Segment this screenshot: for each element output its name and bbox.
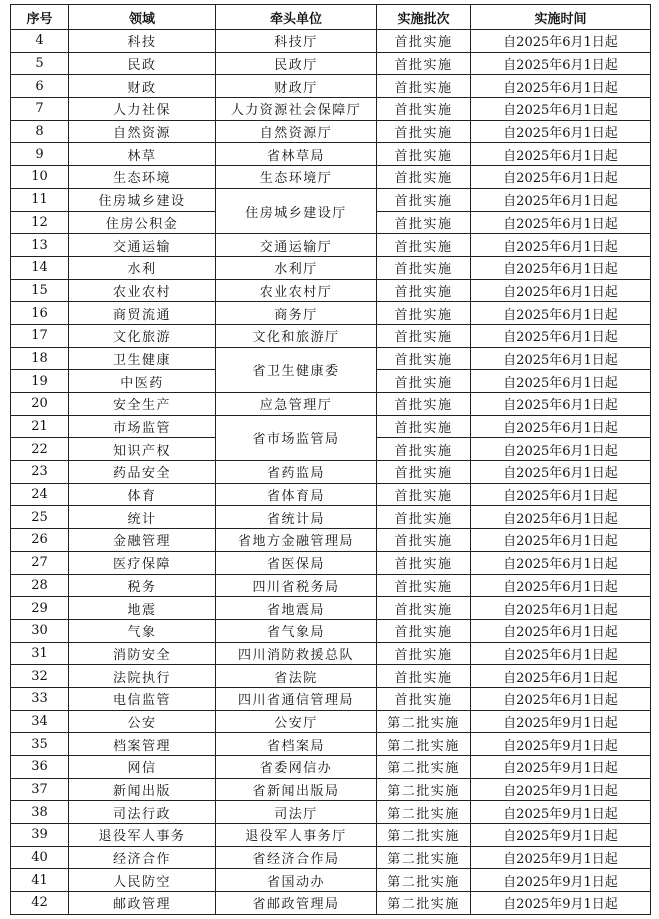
table-row	[11, 324, 651, 347]
row-time: 自2025年6月1日起	[471, 211, 651, 234]
row-time: 自2025年6月1日起	[471, 52, 651, 75]
row-unit: 省医保局	[216, 551, 377, 574]
row-batch: 首批实施	[377, 483, 471, 506]
row-time: 自2025年6月1日起	[471, 166, 651, 189]
row-time: 自2025年6月1日起	[471, 188, 651, 211]
row-field: 知识产权	[69, 438, 216, 461]
row-field: 人力社保	[69, 98, 216, 121]
row-no: 38	[11, 801, 69, 824]
row-field: 新闻出版	[69, 778, 216, 801]
row-time: 自2025年9月1日起	[471, 756, 651, 779]
row-field: 金融管理	[69, 529, 216, 552]
table-row	[11, 461, 651, 484]
row-no: 23	[11, 461, 69, 484]
row-unit: 省林草局	[216, 143, 377, 166]
row-field: 中医药	[69, 370, 216, 393]
row-no: 6	[11, 75, 69, 98]
row-field: 住房城乡建设	[69, 188, 216, 211]
row-batch: 首批实施	[377, 461, 471, 484]
row-batch: 首批实施	[377, 52, 471, 75]
row-batch: 首批实施	[377, 370, 471, 393]
row-batch: 首批实施	[377, 30, 471, 53]
row-field: 科技	[69, 30, 216, 53]
table-row	[11, 166, 651, 189]
row-batch: 首批实施	[377, 256, 471, 279]
table-row	[11, 619, 651, 642]
row-field: 人民防空	[69, 869, 216, 892]
row-field: 民政	[69, 52, 216, 75]
row-no: 32	[11, 665, 69, 688]
row-unit: 农业农村厅	[216, 279, 377, 302]
row-batch: 第二批实施	[377, 892, 471, 915]
row-unit: 省市场监管局	[216, 415, 377, 460]
table-row	[11, 347, 651, 370]
row-unit: 省体育局	[216, 483, 377, 506]
row-time: 自2025年6月1日起	[471, 302, 651, 325]
row-no: 28	[11, 574, 69, 597]
row-time: 自2025年9月1日起	[471, 778, 651, 801]
table-row	[11, 302, 651, 325]
row-field: 商贸流通	[69, 302, 216, 325]
row-unit: 省卫生健康委	[216, 347, 377, 392]
row-time: 自2025年6月1日起	[471, 415, 651, 438]
row-no: 24	[11, 483, 69, 506]
row-field: 经济合作	[69, 846, 216, 869]
row-time: 自2025年9月1日起	[471, 846, 651, 869]
table-row	[11, 642, 651, 665]
row-no: 33	[11, 687, 69, 710]
row-unit: 省档案局	[216, 733, 377, 756]
row-field: 公安	[69, 710, 216, 733]
row-no: 27	[11, 551, 69, 574]
row-field: 电信监管	[69, 687, 216, 710]
row-field: 档案管理	[69, 733, 216, 756]
row-batch: 首批实施	[377, 188, 471, 211]
row-unit: 省法院	[216, 665, 377, 688]
row-field: 林草	[69, 143, 216, 166]
row-no: 40	[11, 846, 69, 869]
row-batch: 第二批实施	[377, 824, 471, 847]
row-no: 21	[11, 415, 69, 438]
row-unit: 省邮政管理局	[216, 892, 377, 915]
row-batch: 首批实施	[377, 574, 471, 597]
row-time: 自2025年6月1日起	[471, 75, 651, 98]
row-time: 自2025年6月1日起	[471, 98, 651, 121]
row-no: 5	[11, 52, 69, 75]
row-unit: 省地方金融管理局	[216, 529, 377, 552]
table-row	[11, 665, 651, 688]
row-time: 自2025年9月1日起	[471, 733, 651, 756]
table-row	[11, 710, 651, 733]
row-field: 生态环境	[69, 166, 216, 189]
row-batch: 第二批实施	[377, 778, 471, 801]
table-row	[11, 733, 651, 756]
row-time: 自2025年9月1日起	[471, 869, 651, 892]
row-unit: 省委网信办	[216, 756, 377, 779]
row-batch: 首批实施	[377, 597, 471, 620]
table-row	[11, 778, 651, 801]
row-time: 自2025年6月1日起	[471, 483, 651, 506]
row-unit: 司法厅	[216, 801, 377, 824]
row-no: 41	[11, 869, 69, 892]
row-unit: 文化和旅游厅	[216, 324, 377, 347]
row-batch: 首批实施	[377, 506, 471, 529]
row-unit: 交通运输厅	[216, 234, 377, 257]
row-batch: 首批实施	[377, 529, 471, 552]
row-time: 自2025年9月1日起	[471, 824, 651, 847]
table-row	[11, 597, 651, 620]
row-no: 19	[11, 370, 69, 393]
row-field: 地震	[69, 597, 216, 620]
row-time: 自2025年6月1日起	[471, 574, 651, 597]
row-time: 自2025年6月1日起	[471, 120, 651, 143]
row-field: 住房公积金	[69, 211, 216, 234]
table-row	[11, 869, 651, 892]
row-unit: 公安厅	[216, 710, 377, 733]
row-unit: 商务厅	[216, 302, 377, 325]
row-time: 自2025年6月1日起	[471, 551, 651, 574]
table-row	[11, 506, 651, 529]
table-row	[11, 892, 651, 915]
row-field: 药品安全	[69, 461, 216, 484]
row-field: 水利	[69, 256, 216, 279]
row-unit: 退役军人事务厅	[216, 824, 377, 847]
table-body	[11, 30, 651, 915]
row-field: 统计	[69, 506, 216, 529]
row-time: 自2025年6月1日起	[471, 506, 651, 529]
row-field: 农业农村	[69, 279, 216, 302]
row-no: 37	[11, 778, 69, 801]
table-row	[11, 756, 651, 779]
row-time: 自2025年9月1日起	[471, 892, 651, 915]
row-time: 自2025年6月1日起	[471, 324, 651, 347]
row-field: 气象	[69, 619, 216, 642]
row-no: 17	[11, 324, 69, 347]
row-batch: 第二批实施	[377, 733, 471, 756]
row-batch: 首批实施	[377, 302, 471, 325]
row-field: 文化旅游	[69, 324, 216, 347]
row-no: 22	[11, 438, 69, 461]
row-unit: 四川省税务局	[216, 574, 377, 597]
row-time: 自2025年6月1日起	[471, 461, 651, 484]
row-no: 13	[11, 234, 69, 257]
row-time: 自2025年6月1日起	[471, 597, 651, 620]
row-field: 网信	[69, 756, 216, 779]
implementation-table	[10, 4, 651, 915]
row-unit: 省地震局	[216, 597, 377, 620]
table-row	[11, 256, 651, 279]
row-no: 16	[11, 302, 69, 325]
row-unit: 科技厅	[216, 30, 377, 53]
table-row	[11, 529, 651, 552]
row-no: 25	[11, 506, 69, 529]
row-time: 自2025年9月1日起	[471, 710, 651, 733]
row-batch: 第二批实施	[377, 710, 471, 733]
row-no: 14	[11, 256, 69, 279]
row-batch: 首批实施	[377, 393, 471, 416]
row-no: 34	[11, 710, 69, 733]
row-time: 自2025年6月1日起	[471, 30, 651, 53]
row-no: 29	[11, 597, 69, 620]
row-time: 自2025年6月1日起	[471, 256, 651, 279]
row-time: 自2025年6月1日起	[471, 665, 651, 688]
row-field: 医疗保障	[69, 551, 216, 574]
row-batch: 首批实施	[377, 642, 471, 665]
row-unit: 省新闻出版局	[216, 778, 377, 801]
row-time: 自2025年6月1日起	[471, 234, 651, 257]
header-unit: 牵头单位	[216, 5, 377, 30]
row-time: 自2025年6月1日起	[471, 370, 651, 393]
row-batch: 第二批实施	[377, 756, 471, 779]
table-row	[11, 824, 651, 847]
row-no: 35	[11, 733, 69, 756]
table-row	[11, 98, 651, 121]
row-field: 交通运输	[69, 234, 216, 257]
row-field: 邮政管理	[69, 892, 216, 915]
table-row	[11, 551, 651, 574]
row-unit: 自然资源厅	[216, 120, 377, 143]
row-unit: 住房城乡建设厅	[216, 188, 377, 233]
row-batch: 首批实施	[377, 415, 471, 438]
row-unit: 省统计局	[216, 506, 377, 529]
header-no: 序号	[11, 5, 69, 30]
table-row	[11, 687, 651, 710]
table-row	[11, 483, 651, 506]
row-no: 11	[11, 188, 69, 211]
header-time: 实施时间	[471, 5, 651, 30]
table-row	[11, 846, 651, 869]
row-batch: 首批实施	[377, 211, 471, 234]
row-batch: 第二批实施	[377, 846, 471, 869]
row-time: 自2025年6月1日起	[471, 529, 651, 552]
row-no: 4	[11, 30, 69, 53]
row-batch: 首批实施	[377, 234, 471, 257]
row-field: 消防安全	[69, 642, 216, 665]
row-unit: 水利厅	[216, 256, 377, 279]
row-unit: 四川消防救援总队	[216, 642, 377, 665]
row-unit: 省药监局	[216, 461, 377, 484]
table-row	[11, 234, 651, 257]
row-no: 20	[11, 393, 69, 416]
row-time: 自2025年6月1日起	[471, 347, 651, 370]
table-row	[11, 415, 651, 438]
row-field: 退役军人事务	[69, 824, 216, 847]
row-time: 自2025年6月1日起	[471, 619, 651, 642]
table-row	[11, 75, 651, 98]
row-field: 财政	[69, 75, 216, 98]
row-unit: 省经济合作局	[216, 846, 377, 869]
table-header-row	[11, 5, 651, 30]
row-unit: 生态环境厅	[216, 166, 377, 189]
table-row	[11, 574, 651, 597]
row-no: 9	[11, 143, 69, 166]
row-no: 36	[11, 756, 69, 779]
row-unit: 民政厅	[216, 52, 377, 75]
table-row	[11, 30, 651, 53]
row-time: 自2025年6月1日起	[471, 143, 651, 166]
row-unit: 人力资源社会保障厅	[216, 98, 377, 121]
header-field: 领域	[69, 5, 216, 30]
row-batch: 首批实施	[377, 120, 471, 143]
row-no: 10	[11, 166, 69, 189]
row-no: 39	[11, 824, 69, 847]
row-batch: 首批实施	[377, 279, 471, 302]
row-unit: 四川省通信管理局	[216, 687, 377, 710]
row-time: 自2025年6月1日起	[471, 687, 651, 710]
row-batch: 首批实施	[377, 347, 471, 370]
row-batch: 首批实施	[377, 143, 471, 166]
row-no: 7	[11, 98, 69, 121]
row-batch: 首批实施	[377, 324, 471, 347]
row-time: 自2025年9月1日起	[471, 801, 651, 824]
row-no: 8	[11, 120, 69, 143]
row-batch: 第二批实施	[377, 801, 471, 824]
row-unit: 财政厅	[216, 75, 377, 98]
row-batch: 首批实施	[377, 75, 471, 98]
row-no: 31	[11, 642, 69, 665]
row-unit: 应急管理厅	[216, 393, 377, 416]
table-row	[11, 279, 651, 302]
row-batch: 首批实施	[377, 665, 471, 688]
row-no: 18	[11, 347, 69, 370]
row-field: 体育	[69, 483, 216, 506]
row-no: 15	[11, 279, 69, 302]
row-no: 12	[11, 211, 69, 234]
row-no: 26	[11, 529, 69, 552]
row-unit: 省气象局	[216, 619, 377, 642]
row-batch: 首批实施	[377, 619, 471, 642]
table-row	[11, 143, 651, 166]
header-batch: 实施批次	[377, 5, 471, 30]
table-row	[11, 393, 651, 416]
table-row	[11, 188, 651, 211]
row-field: 司法行政	[69, 801, 216, 824]
row-no: 42	[11, 892, 69, 915]
row-field: 法院执行	[69, 665, 216, 688]
row-batch: 首批实施	[377, 166, 471, 189]
table-row	[11, 801, 651, 824]
row-field: 卫生健康	[69, 347, 216, 370]
row-time: 自2025年6月1日起	[471, 279, 651, 302]
row-field: 安全生产	[69, 393, 216, 416]
row-time: 自2025年6月1日起	[471, 438, 651, 461]
row-time: 自2025年6月1日起	[471, 393, 651, 416]
row-field: 税务	[69, 574, 216, 597]
row-batch: 首批实施	[377, 687, 471, 710]
row-batch: 第二批实施	[377, 869, 471, 892]
row-unit: 省国动办	[216, 869, 377, 892]
row-time: 自2025年6月1日起	[471, 642, 651, 665]
table-row	[11, 52, 651, 75]
row-batch: 首批实施	[377, 438, 471, 461]
row-field: 自然资源	[69, 120, 216, 143]
row-no: 30	[11, 619, 69, 642]
table-row	[11, 120, 651, 143]
row-field: 市场监管	[69, 415, 216, 438]
row-batch: 首批实施	[377, 551, 471, 574]
row-batch: 首批实施	[377, 98, 471, 121]
